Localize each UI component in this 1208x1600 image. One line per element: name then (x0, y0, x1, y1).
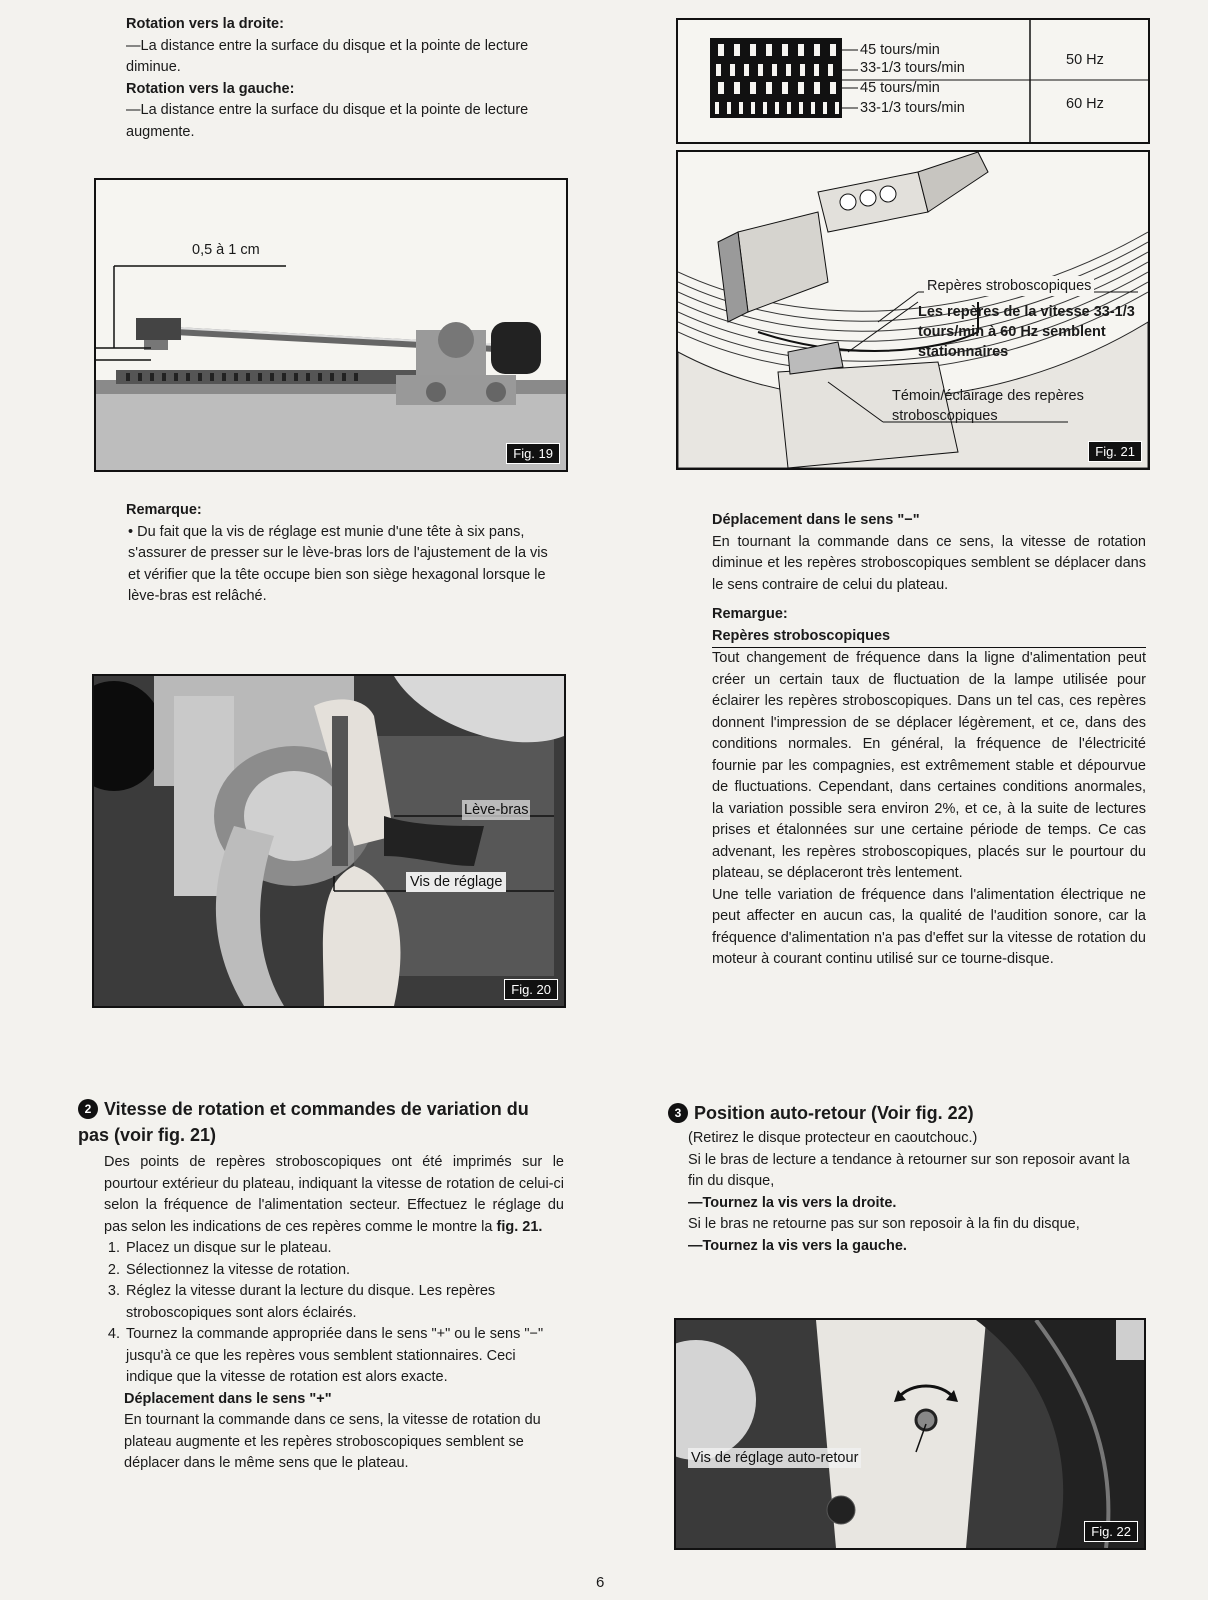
section-2 (78, 1096, 564, 1148)
fig22-label: Fig. 22 (1084, 1521, 1138, 1542)
step-2: 2. Sélectionnez la vitesse de rotation. (124, 1260, 564, 1282)
fig20-leve-bras-label: Lève-bras (464, 802, 529, 818)
strobe-frequency-table (676, 18, 1150, 144)
remark-left (126, 500, 562, 608)
rot-right-text: —La distance entre la surface du disque et la pointe de lecture diminue. (126, 37, 529, 75)
fig22-vis-label: Vis de réglage auto-retour (688, 1448, 861, 1468)
steps-list (104, 1238, 564, 1389)
fig21-temoin-label: Témoin/éclairage des repères stroboscopiques (892, 388, 1084, 424)
section-3-p2-bold: —Tournez la vis vers la gauche. (688, 1237, 907, 1254)
freq-50hz: 50 Hz (1066, 52, 1104, 68)
step-1: 1. Placez un disque sur le plateau. (124, 1238, 564, 1260)
strobe-row-3: 45 tours/min (860, 80, 940, 96)
fig19-label: Fig. 19 (506, 443, 560, 464)
section-2-intro-ref: fig. 21. (496, 1218, 543, 1235)
fig19-dimension-label: 0,5 à 1 cm (192, 242, 260, 258)
fig21-note: Les repères de la vitesse 33-1/3 tours/min à 60 Hz semblent stationnaires (918, 304, 1135, 360)
strobe-row-1: 45 tours/min (860, 42, 940, 58)
section-3-title: Position auto-retour (Voir fig. 22) (694, 1103, 974, 1123)
leve-bras-photo (94, 676, 564, 1006)
remark-right-sub: Repères stroboscopiques (712, 626, 1146, 649)
section-3-number: 3 (668, 1103, 688, 1123)
fig21-reperes-label: Repères stroboscopiques (924, 276, 1094, 296)
section-3-heading (668, 1100, 1148, 1126)
step-3: 3. Réglez la vitesse durant la lecture du disque. Les repères stroboscopiques sont alors éclairés. (124, 1281, 564, 1324)
remark-right-p1: Tout changement de fréquence dans la ligne d'alimentation peut créer un certain taux de fluctuation de la lampe utilisée pour éclairer les repères stroboscopiques. Dans un tel cas, ces repères donnent l'impression de se déplacer légèrement, et ce, dans des conditions normales. En général, la fréquence de l'électricité fournie par les compagnies, est extrêmement stable et dépourvue de fluctuations. Cependant, dans certaines conditions anormales, la variation possible sera environ 2%, et ce, à la suite de lectures prises et étalonnées sur une certaine période de temps. Ce cas advenant, les repères stroboscopiques, placés sur le pourtour du plateau, se déplaceront très lentement. (712, 650, 1146, 881)
section-3 (668, 1100, 1148, 1126)
figure-22 (674, 1318, 1146, 1550)
section-3-p1-bold: —Tournez la vis vers la droite. (688, 1194, 897, 1211)
fig20-label: Fig. 20 (504, 979, 558, 1000)
section-2-intro: Des points de repères stroboscopiques ont été imprimés sur le pourtour extérieur du plateau, indiquant la vitesse de rotation de celui-ci selon la fréquence de l'alimentation secteur. Effectuez le réglage du pas selon les indications de ces repères comme le montre la (104, 1154, 564, 1235)
figure-21 (676, 150, 1150, 470)
section-2-title: Vitesse de rotation et commandes de variation du pas (voir fig. 21) (78, 1099, 529, 1145)
page-number: 6 (596, 1574, 605, 1591)
section-3-body (688, 1128, 1146, 1257)
section-2-heading (78, 1096, 564, 1148)
figure-20 (92, 674, 566, 1008)
remark-left-text: • Du fait que la vis de réglage est munie d'une tête à six pans, s'assurer de presser sur le lève-bras lors de l'ajustement de la vis et vérifier que la tête occupe bien son siège hexagonal lorsque le lève-bras est relâché. (128, 523, 548, 604)
auto-retour-photo (676, 1320, 1144, 1548)
section-3-p2: Si le bras ne retourne pas sur son reposoir à la fin du disque, (688, 1216, 1080, 1232)
fig21-label: Fig. 21 (1088, 441, 1142, 462)
plus-text: En tournant la commande dans ce sens, la vitesse de rotation du plateau augmente et les repères stroboscopiques semblent se déplacer dans le même sens que le plateau. (124, 1412, 541, 1471)
fig20-vis-label: Vis de réglage (406, 872, 506, 892)
step-4: 4. Tournez la commande appropriée dans le sens "+" ou le sens "−" jusqu'à ce que les repères vous semblent stationnaires. Ceci indique que la vitesse de rotation est alors exacte. (124, 1324, 564, 1389)
freq-60hz: 60 Hz (1066, 96, 1104, 112)
rot-left-text: —La distance entre la surface du disque et la pointe de lecture augmente. (126, 102, 529, 140)
section-2-body (104, 1152, 564, 1475)
minus-text: En tournant la commande dans ce sens, la vitesse de rotation diminue et les repères stroboscopiques semblent se déplacer dans le sens contraire de celui du plateau. (712, 533, 1146, 593)
remark-right-title: Remargue: (712, 606, 788, 622)
remark-right-p2: Une telle variation de fréquence dans l'alimentation électrique ne peut affecter en aucun cas, la qualité de l'audition sonore, car la fréquence d'alimentation n'a pas d'effet sur la vitesse de rotation du moteur à courant continu utilisé sur ce tourne-disque. (712, 886, 1146, 967)
minus-title: Déplacement dans le sens "−" (712, 512, 920, 528)
section-3-paren: (Retirez le disque protecteur en caoutchouc.) (688, 1130, 978, 1146)
rot-left-title: Rotation vers la gauche: (126, 80, 295, 97)
remark-left-title: Remarque: (126, 502, 202, 518)
right-text-block (712, 510, 1146, 971)
plus-title: Déplacement dans le sens "+" (124, 1390, 332, 1407)
strobe-row-4: 33-1/3 tours/min (860, 100, 965, 116)
section-3-p1: Si le bras de lecture a tendance à retourner sur son reposoir avant la fin du disque, (688, 1151, 1130, 1189)
rotation-text-block (126, 14, 564, 143)
strobe-row-2: 33-1/3 tours/min (860, 60, 965, 76)
figure-19 (94, 178, 568, 472)
tonearm-illustration (96, 180, 566, 470)
section-2-number: 2 (78, 1099, 98, 1119)
rot-right-title: Rotation vers la droite: (126, 16, 284, 32)
